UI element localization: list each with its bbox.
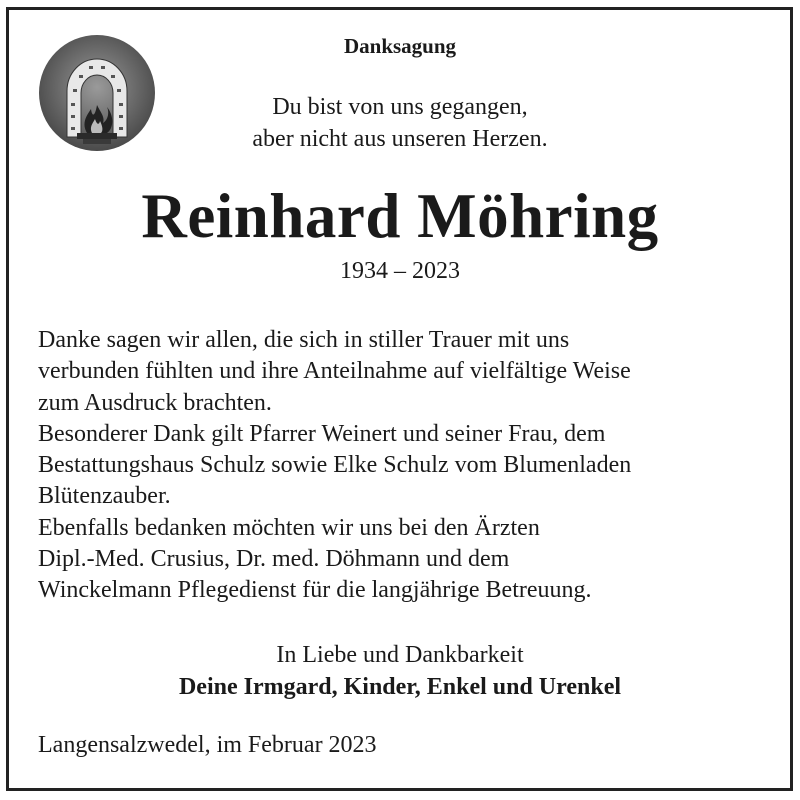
body-line: Besonderer Dank gilt Pfarrer Weinert und seiner Frau, dem bbox=[38, 420, 606, 447]
motto-line-1: Du bist von uns gegangen, bbox=[272, 94, 528, 120]
body-line: zum Ausdruck brachten. bbox=[38, 389, 272, 416]
place-date: Langensalzwedel, im Februar 2023 bbox=[38, 732, 377, 758]
deceased-name: Reinhard Möhring bbox=[141, 181, 659, 251]
body-line: Ebenfalls bedanken möchten wir uns bei den Ärzten bbox=[38, 514, 540, 541]
body-line: verbunden fühlten und ihre Anteilnahme auf vielfältige Weise bbox=[38, 358, 631, 385]
life-years: 1934 – 2023 bbox=[340, 258, 460, 284]
body-line: Bestattungshaus Schulz sowie Elke Schulz vom Blumenladen bbox=[38, 452, 632, 479]
motto bbox=[0, 91, 800, 155]
thanks-text bbox=[38, 325, 631, 607]
body-line: Danke sagen wir allen, die sich in stiller Trauer mit uns bbox=[38, 327, 570, 353]
body-line: Dipl.-Med. Crusius, Dr. med. Döhmann und dem bbox=[38, 546, 510, 573]
signature: Deine Irmgard, Kinder, Enkel und Urenkel bbox=[178, 674, 622, 700]
body-line: Winckelmann Pflegedienst für die langjährige Betreuung. bbox=[38, 577, 592, 604]
motto-line-2: aber nicht aus unseren Herzen. bbox=[252, 126, 548, 152]
closing-phrase: In Liebe und Dankbarkeit bbox=[276, 642, 524, 668]
body-line: Blütenzauber. bbox=[38, 483, 171, 510]
notice-heading: Danksagung bbox=[343, 34, 457, 58]
